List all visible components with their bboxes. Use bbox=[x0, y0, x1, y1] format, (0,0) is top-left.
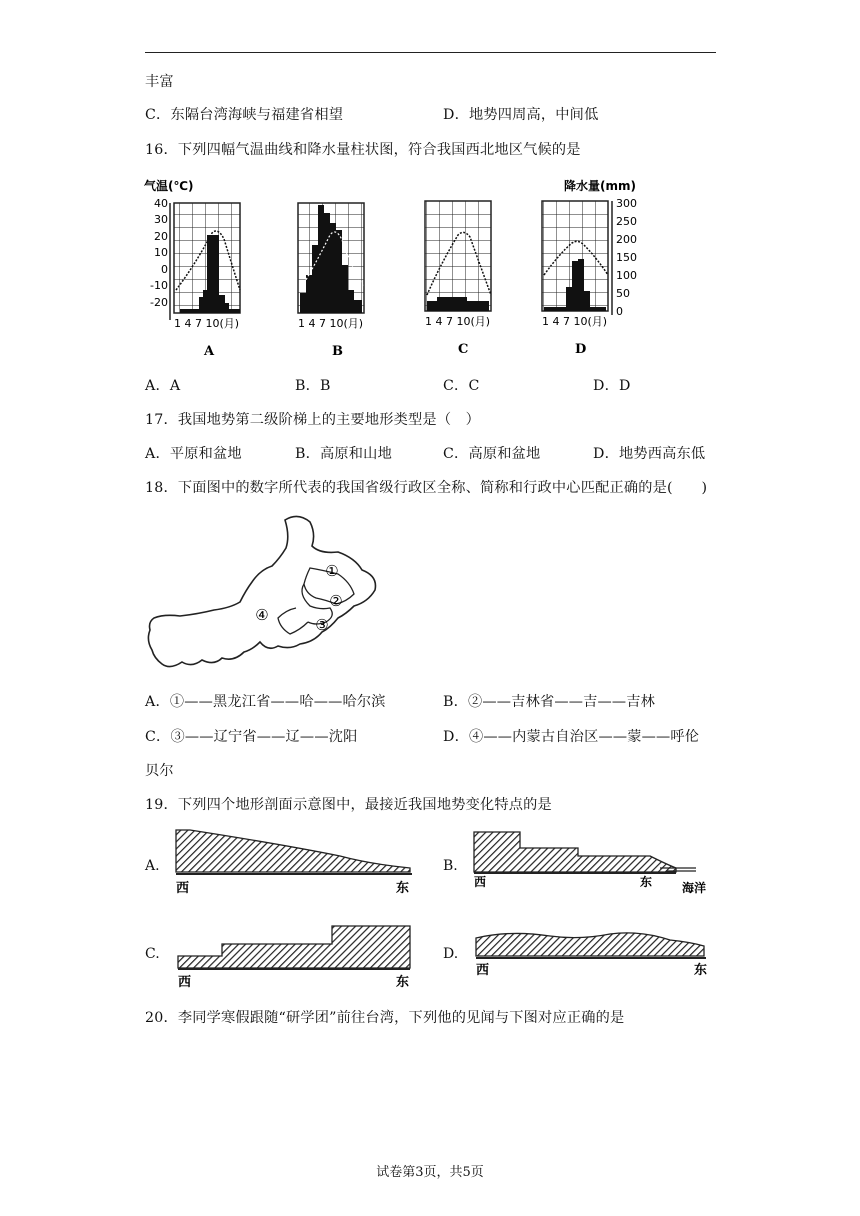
east-label-c: 东 bbox=[396, 975, 410, 990]
q18-option-d: D．④——内蒙古自治区——蒙——呼伦 bbox=[443, 729, 700, 745]
svg-text:1 4 7 10(月): 1 4 7 10(月) bbox=[542, 315, 608, 328]
caption-c: C bbox=[458, 342, 469, 357]
svg-text:1 4 7 10(月): 1 4 7 10(月) bbox=[298, 317, 364, 330]
northeast-map bbox=[140, 510, 400, 675]
precip-ticks-d bbox=[616, 197, 637, 318]
q16-stem: 16．下列四幅气温曲线和降水量柱状图，符合我国西北地区气候的是 bbox=[145, 142, 581, 158]
q15-option-d: D．地势四周高，中间低 bbox=[443, 107, 599, 123]
q16-option-b: B．B bbox=[295, 378, 331, 394]
header-rule bbox=[145, 52, 716, 53]
svg-text:250: 250 bbox=[616, 215, 637, 228]
temp-ticks-a bbox=[150, 197, 168, 309]
temp-axis-title: 气温(℃) bbox=[144, 179, 194, 193]
chart-a bbox=[144, 178, 240, 359]
map-label-2: ② bbox=[329, 592, 343, 610]
q19-letter-b: B. bbox=[443, 858, 458, 874]
caption-a: A bbox=[204, 344, 215, 359]
svg-text:30: 30 bbox=[154, 213, 168, 226]
q16-option-a: A．A bbox=[145, 378, 181, 394]
svg-text:50: 50 bbox=[616, 287, 630, 300]
q17-stem: 17．我国地势第二级阶梯上的主要地形类型是（ ） bbox=[145, 412, 480, 428]
q16-option-d: D．D bbox=[593, 378, 631, 394]
q19-letter-d: D. bbox=[443, 946, 459, 962]
chart-c bbox=[425, 201, 491, 357]
q19-stem: 19．下列四个地形剖面示意图中，最接近我国地势变化特点的是 bbox=[145, 797, 552, 813]
svg-text:1 4 7 10(月): 1 4 7 10(月) bbox=[174, 317, 240, 330]
q18-option-a: A．①——黑龙江省——哈——哈尔滨 bbox=[145, 694, 386, 710]
chart-b bbox=[298, 203, 364, 359]
svg-text:0: 0 bbox=[161, 263, 168, 276]
svg-text:200: 200 bbox=[616, 233, 637, 246]
svg-text:0: 0 bbox=[616, 305, 623, 318]
profile-c bbox=[170, 920, 420, 992]
svg-text:10: 10 bbox=[154, 246, 168, 259]
ocean-label-b: 海洋 bbox=[682, 881, 707, 895]
q15-option-c: C．东隔台湾海峡与福建省相望 bbox=[145, 107, 344, 123]
q16-option-c: C．C bbox=[443, 378, 480, 394]
precip-axis-title: 降水量(mm) bbox=[564, 179, 636, 193]
profile-a bbox=[170, 826, 420, 896]
east-label-a: 东 bbox=[396, 881, 410, 896]
east-label-d: 东 bbox=[694, 963, 708, 978]
west-label-c: 西 bbox=[178, 975, 192, 990]
west-label-a: 西 bbox=[176, 881, 190, 896]
svg-text:20: 20 bbox=[154, 230, 168, 243]
caption-b: B bbox=[332, 344, 343, 359]
q18-stem: 18．下面图中的数字所代表的我国省级行政区全称、简称和行政中心匹配正确的是( ) bbox=[145, 480, 708, 496]
svg-text:-10: -10 bbox=[150, 279, 168, 292]
q19-letter-c: C. bbox=[145, 946, 160, 962]
svg-text:150: 150 bbox=[616, 251, 637, 264]
caption-d: D bbox=[575, 342, 587, 357]
west-label-d: 西 bbox=[476, 963, 490, 978]
continued-text: 丰富 bbox=[145, 74, 174, 90]
q17-option-d: D．地势西高东低 bbox=[593, 446, 706, 462]
q18-option-b: B．②——吉林省——吉——吉林 bbox=[443, 694, 656, 710]
q19-letter-a: A. bbox=[145, 858, 160, 874]
map-label-1: ① bbox=[325, 562, 339, 580]
east-label-b: 东 bbox=[640, 875, 653, 889]
svg-text:-20: -20 bbox=[150, 296, 168, 309]
q18-option-c: C．③——辽宁省——辽——沈阳 bbox=[145, 729, 358, 745]
map-label-4: ④ bbox=[255, 606, 269, 624]
profile-d bbox=[470, 920, 720, 990]
q17-option-b: B．高原和山地 bbox=[295, 446, 392, 462]
profile-b bbox=[470, 826, 730, 896]
svg-text:1 4 7 10(月): 1 4 7 10(月) bbox=[425, 315, 491, 328]
q17-option-a: A．平原和盆地 bbox=[145, 446, 242, 462]
q18-option-d-cont: 贝尔 bbox=[145, 763, 174, 779]
q17-option-c: C．高原和盆地 bbox=[443, 446, 541, 462]
svg-text:300: 300 bbox=[616, 197, 637, 210]
chart-d bbox=[542, 178, 637, 357]
q20-stem: 20．李同学寒假跟随“研学团”前往台湾，下列他的见闻与下图对应正确的是 bbox=[145, 1010, 625, 1026]
page-footer: 试卷第3页，共5页 bbox=[376, 1165, 484, 1180]
climate-charts bbox=[140, 175, 640, 365]
svg-text:40: 40 bbox=[154, 197, 168, 210]
svg-text:100: 100 bbox=[616, 269, 637, 282]
west-label-b: 西 bbox=[474, 875, 487, 889]
map-label-3: ③ bbox=[315, 616, 329, 634]
